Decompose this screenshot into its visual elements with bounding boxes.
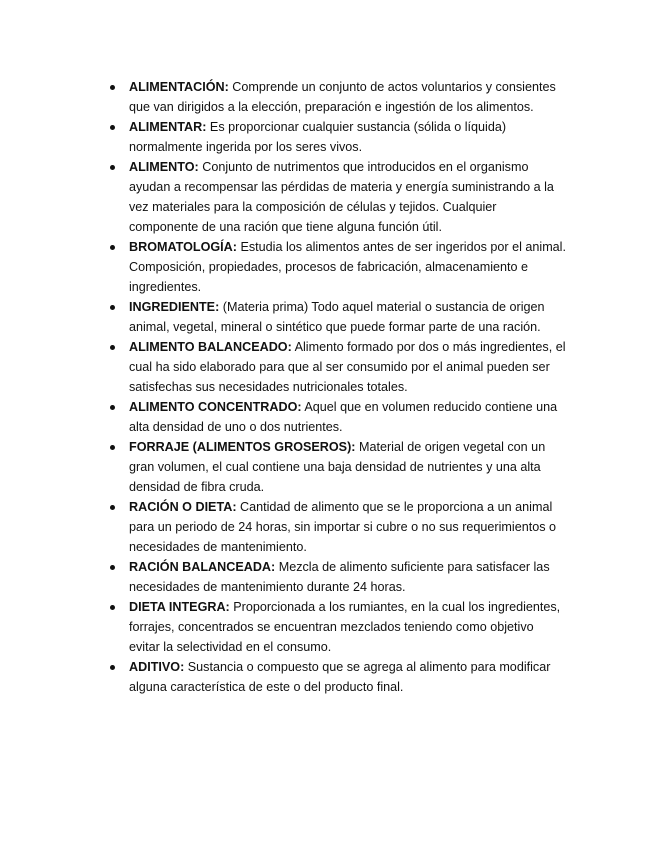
definition-text: Conjunto de nutrimentos que introducidos en el organismo ayudan a recompensar las pérdidas de materia y energía suministrando a la vez materiales para la composición de células y tejidos. Cualquier componente de una ración que tiene alguna función útil. <box>129 160 554 234</box>
definition-term: ADITIVO: <box>129 660 185 674</box>
list-item <box>104 77 566 117</box>
definition-term: ALIMENTO: <box>129 160 199 174</box>
bullet-icon <box>110 345 115 350</box>
list-item <box>104 157 566 237</box>
list-item <box>104 597 566 657</box>
list-item <box>104 497 566 557</box>
bullet-icon <box>110 445 115 450</box>
bullet-icon <box>110 605 115 610</box>
definition-term: ALIMENTACIÓN: <box>129 80 229 94</box>
list-item <box>104 237 566 297</box>
definition-term: FORRAJE (ALIMENTOS GROSEROS): <box>129 440 356 454</box>
definition-text: Alimento formado por dos o más ingredientes, el cual ha sido elaborado para que al ser consumido por el animal pueden ser satisfechas sus necesidades nutricionales totales. <box>129 340 566 394</box>
definition-text: Material de origen vegetal con un gran volumen, el cual contiene una baja densidad de nutrientes y una alta densidad de fibra cruda. <box>129 440 546 494</box>
definition-text: Mezcla de alimento suficiente para satisfacer las necesidades de mantenimiento durante 24 horas. <box>129 560 550 594</box>
bullet-icon <box>110 565 115 570</box>
definition-text: (Materia prima) Todo aquel material o sustancia de origen animal, vegetal, mineral o sintético que puede formar parte de una ración. <box>129 300 545 334</box>
list-item <box>104 437 566 497</box>
list-item <box>104 557 566 597</box>
definition-term: ALIMENTO BALANCEADO: <box>129 340 292 354</box>
list-item <box>104 117 566 157</box>
definition-term: ALIMENTAR: <box>129 120 207 134</box>
definition-term: ALIMENTO CONCENTRADO: <box>129 400 302 414</box>
definition-text: Estudia los alimentos antes de ser ingeridos por el animal. Composición, propiedades, procesos de fabricación, almacenamiento e ingredientes. <box>129 240 566 294</box>
list-item <box>104 297 566 337</box>
bullet-icon <box>110 165 115 170</box>
definition-text: Comprende un conjunto de actos voluntarios y consientes que van dirigidos a la elección, preparación e ingestión de los alimentos. <box>129 80 556 114</box>
list-item <box>104 397 566 437</box>
definition-term: DIETA INTEGRA: <box>129 600 230 614</box>
bullet-icon <box>110 505 115 510</box>
bullet-icon <box>110 305 115 310</box>
definition-text: Proporcionada a los rumiantes, en la cual los ingredientes, forrajes, concentrados se encuentran mezclados teniendo como objetivo evitar la selectividad en el consumo. <box>129 600 561 654</box>
bullet-icon <box>110 665 115 670</box>
definition-text: Sustancia o compuesto que se agrega al alimento para modificar alguna característica de este o del producto final. <box>129 660 551 694</box>
definitions-list <box>104 77 566 697</box>
definition-term: BROMATOLOGÍA: <box>129 240 237 254</box>
definition-term: RACIÓN BALANCEADA: <box>129 560 276 574</box>
bullet-icon <box>110 245 115 250</box>
bullet-icon <box>110 405 115 410</box>
definition-text: Es proporcionar cualquier sustancia (sólida o líquida) normalmente ingerida por los seres vivos. <box>129 120 507 154</box>
list-item <box>104 657 566 697</box>
definition-term: RACIÓN O DIETA: <box>129 500 237 514</box>
definition-text: Cantidad de alimento que se le proporciona a un animal para un periodo de 24 horas, sin importar si cubre o no sus requerimientos o necesidades de mantenimiento. <box>129 500 557 554</box>
bullet-icon <box>110 85 115 90</box>
list-item <box>104 337 566 397</box>
bullet-icon <box>110 125 115 130</box>
definition-term: INGREDIENTE: <box>129 300 220 314</box>
definition-text: Aquel que en volumen reducido contiene una alta densidad de uno o dos nutrientes. <box>129 400 558 434</box>
